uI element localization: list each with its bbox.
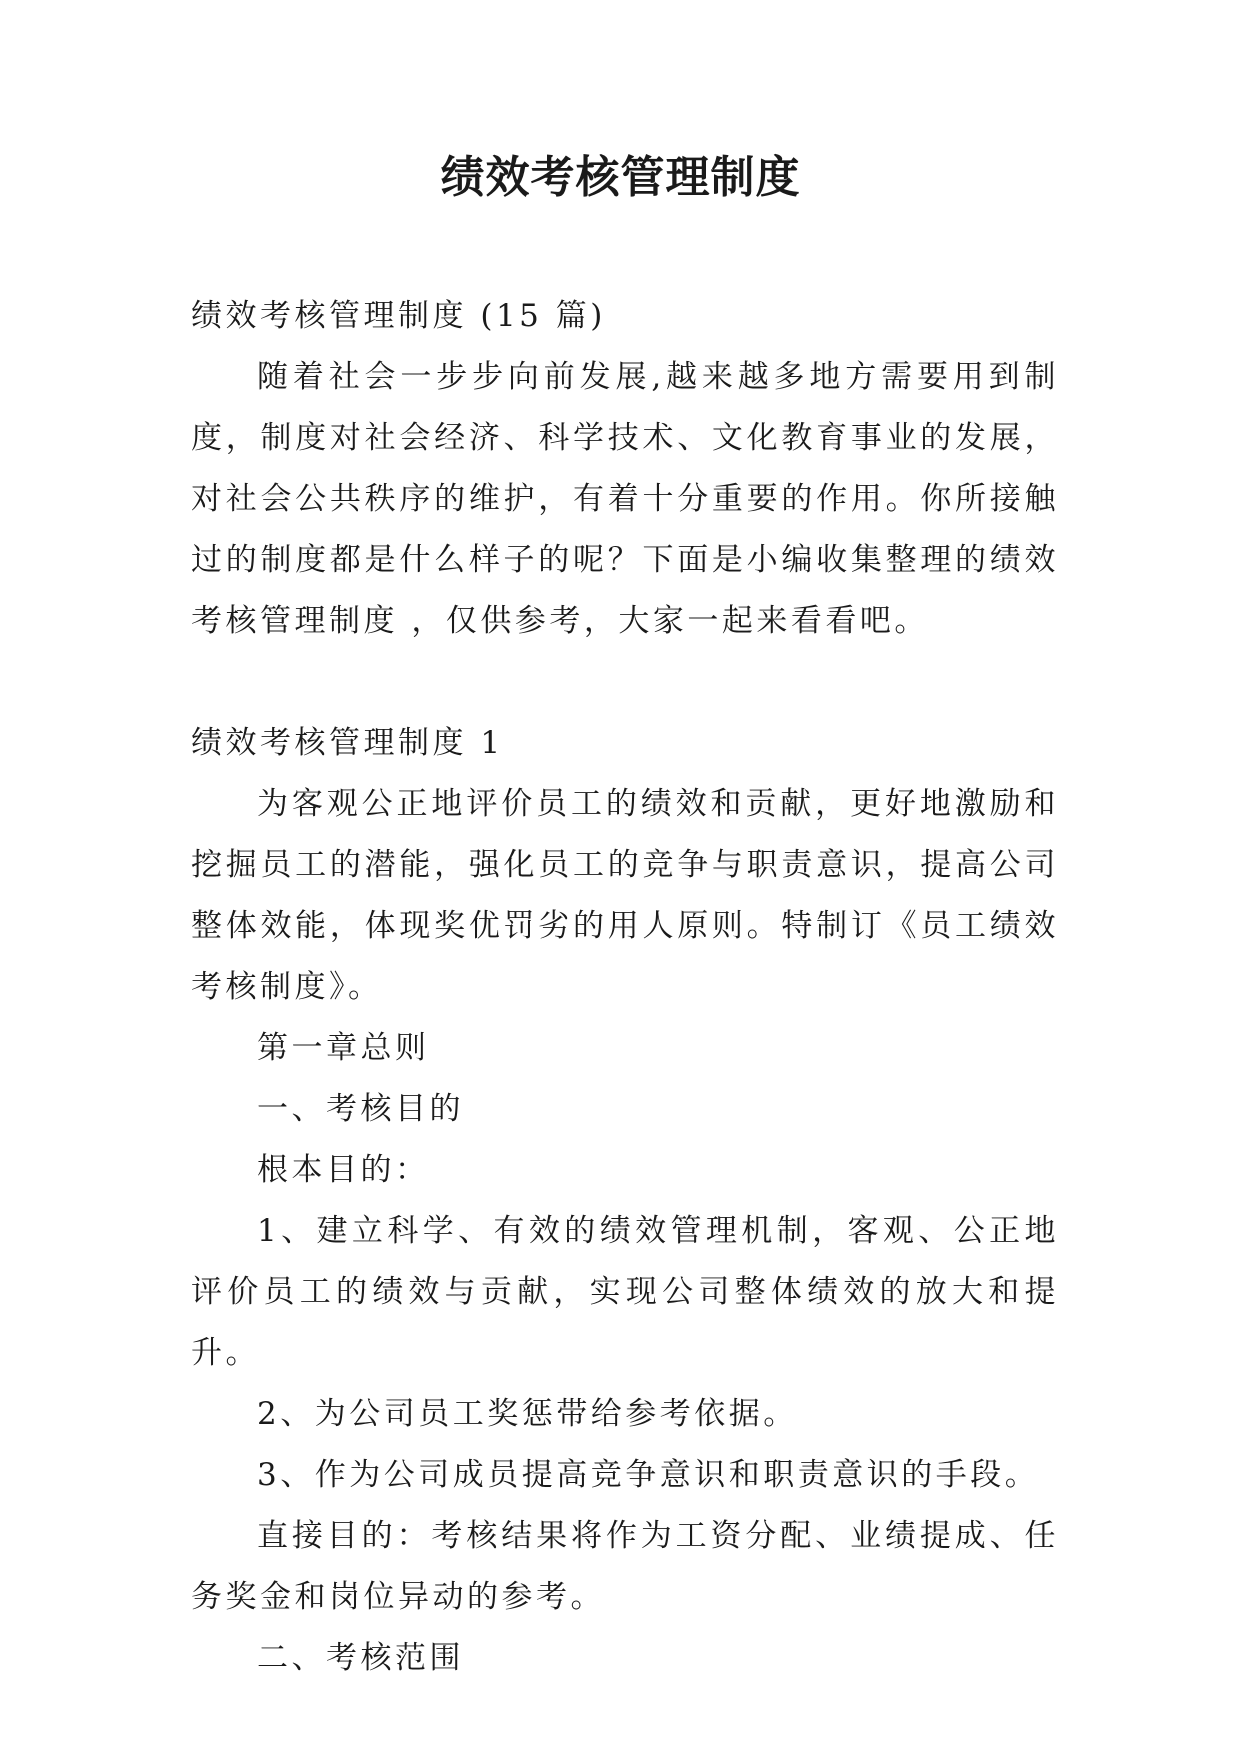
direct-purpose-paragraph: 直接目的：考核结果将作为工资分配、业绩提成、任务奖金和岗位异动的参考。 <box>191 1518 1059 1615</box>
section-intro-paragraph: 为客观公正地评价员工的绩效和贡献，更好地激励和挖掘员工的潜能，强化员工的竞争与职责意识，提高公司整体效能，体现奖优罚劣的用人原则。特制订《员工绩效考核制度》。 <box>191 786 1059 1005</box>
item-heading-scope: 二、考核范围 <box>257 1640 464 1676</box>
basic-purpose-label: 根本目的： <box>257 1152 430 1188</box>
section-heading: 绩效考核管理制度 1 <box>191 725 504 761</box>
document-body <box>191 286 1059 1689</box>
document-title: 绩效考核管理制度 <box>440 152 801 203</box>
document-subtitle: 绩效考核管理制度 (15 篇) <box>191 298 606 334</box>
chapter-heading: 第一章总则 <box>257 1030 430 1066</box>
purpose-point-1: 1、建立科学、有效的绩效管理机制，客观、公正地评价员工的绩效与贡献，实现公司整体绩效的放大和提升。 <box>191 1213 1059 1371</box>
paragraph-gap <box>191 652 1059 713</box>
purpose-point-2: 2、为公司员工奖惩带给参考依据。 <box>257 1396 798 1432</box>
item-heading-purpose: 一、考核目的 <box>257 1091 464 1127</box>
intro-paragraph: 随着社会一步步向前发展,越来越多地方需要用到制度，制度对社会经济、科学技术、文化教育事业的发展，对社会公共秩序的维护，有着十分重要的作用。你所接触过的制度都是什么样子的呢？下面是小编收集整理的绩效考核管理制度 ，仅供参考，大家一起来看看吧。 <box>191 359 1059 639</box>
purpose-point-3: 3、作为公司成员提高竞争意识和职责意识的手段。 <box>257 1457 1040 1493</box>
